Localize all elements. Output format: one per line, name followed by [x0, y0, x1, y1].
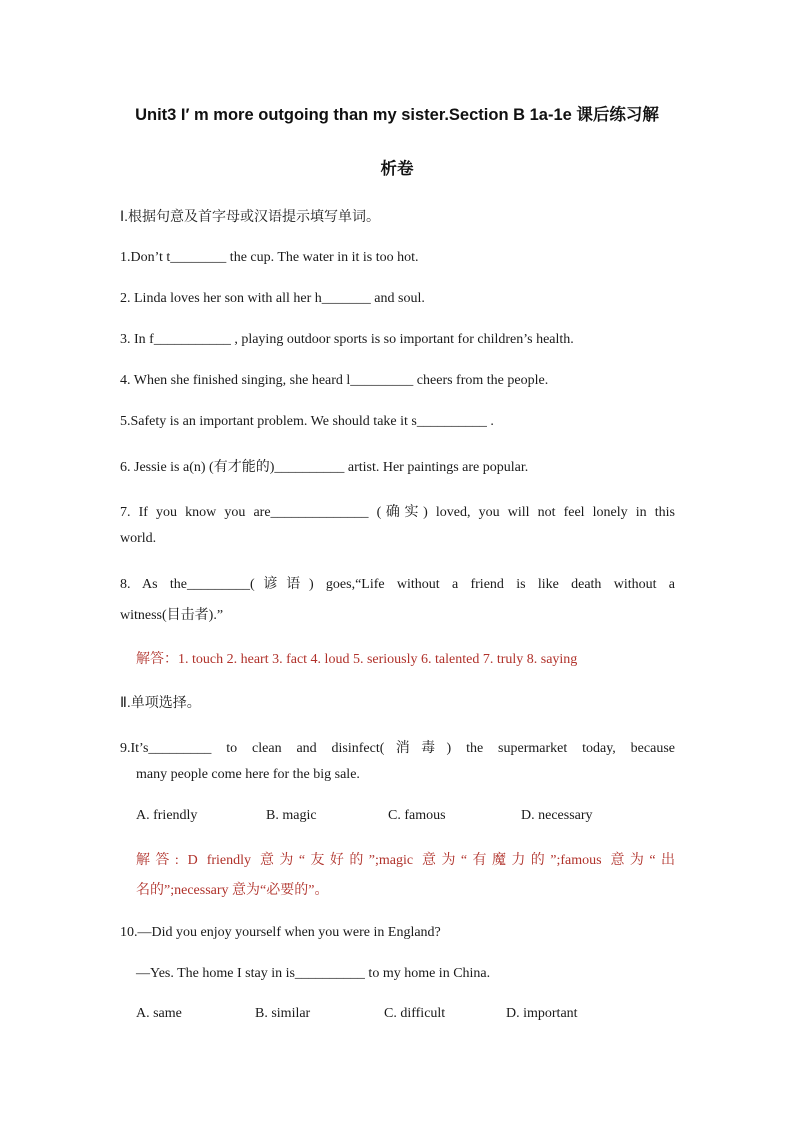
section-1-answer: 解答：1. touch 2. heart 3. fact 4. loud 5. seriously 6. talented 7. truly 8. saying	[136, 652, 578, 667]
question-10-options	[136, 1006, 676, 1026]
question-8-line-2: witness(目击者).”	[120, 608, 224, 623]
option-b: B. magic	[266, 808, 317, 823]
question-9-options	[136, 808, 676, 828]
option-a: A. friendly	[136, 808, 198, 823]
question-10-line-1: 10.—Did you enjoy yourself when you were in England?	[120, 925, 441, 940]
question-9-answer-line-1: 解答: D friendly 意为“友好的”;magic 意为“有魔力的”;famous 意为“出	[136, 853, 675, 868]
question-7-line-1: 7. If you know you are______________ (确实) loved, you will not feel lonely in this	[120, 505, 675, 520]
option-c: C. famous	[388, 808, 446, 823]
question-9-answer-line-2: 名的”;necessary 意为“必要的”。	[136, 883, 329, 898]
question-9-line-2: many people come here for the big sale.	[136, 767, 360, 782]
question-9-line-1: 9.It’s_________ to clean and disinfect(消毒) the supermarket today, because	[120, 741, 675, 756]
question-6: 6. Jessie is a(n) (有才能的)__________ artist. Her paintings are popular.	[120, 460, 529, 475]
question-7-line-2: world.	[120, 531, 157, 546]
question-4: 4. When she finished singing, she heard l_________ cheers from the people.	[120, 373, 549, 388]
question-5: 5.Safety is an important problem. We should take it s__________ .	[120, 414, 494, 429]
question-10-line-2: —Yes. The home I stay in is__________ to my home in China.	[136, 966, 491, 981]
option-c: C. difficult	[384, 1006, 446, 1021]
title-line-2: 析卷	[380, 160, 414, 178]
option-a: A. same	[136, 1006, 182, 1021]
question-2: 2. Linda loves her son with all her h_______ and soul.	[120, 291, 425, 306]
question-8-line-1: 8. As the_________(谚语) goes,“Life without a friend is like death without a	[120, 577, 675, 592]
option-b: B. similar	[255, 1006, 311, 1021]
question-3: 3. In f___________ , playing outdoor sports is so important for children’s health.	[120, 332, 574, 347]
option-d: D. necessary	[521, 808, 593, 823]
title-line-1: Unit3 I′ m more outgoing than my sister.Section B 1a-1e 课后练习解	[135, 106, 659, 124]
section-1-heading: Ⅰ.根据句意及首字母或汉语提示填写单词。	[120, 208, 381, 224]
section-2-heading: Ⅱ.单项选择。	[120, 694, 201, 710]
question-1: 1.Don’t t________ the cup. The water in it is too hot.	[120, 250, 419, 265]
option-d: D. important	[506, 1006, 578, 1021]
